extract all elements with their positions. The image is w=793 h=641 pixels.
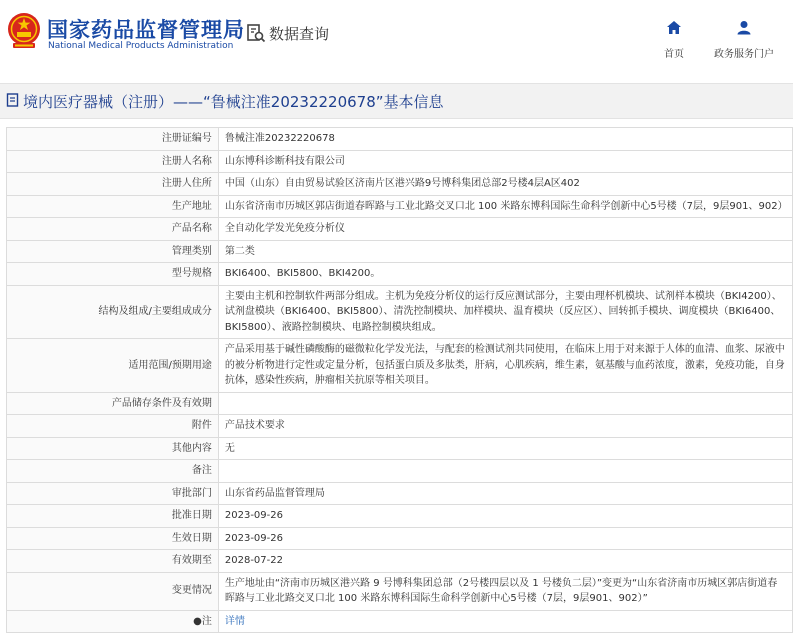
field-value: 全自动化学发光免疫分析仪 [218, 218, 792, 241]
document-icon [6, 93, 20, 107]
field-label: 变更情况 [7, 572, 219, 610]
table-row [7, 415, 793, 438]
field-value [218, 610, 792, 633]
field-value: 第二类 [218, 240, 792, 263]
field-value: 中国（山东）自由贸易试验区济南片区港兴路9号博科集团总部2号楼4层A区402 [218, 173, 792, 196]
field-value: 山东省药品监督管理局 [218, 482, 792, 505]
table-row [7, 285, 793, 339]
table-row [7, 150, 793, 173]
field-value: 产品技术要求 [218, 415, 792, 438]
field-label: 适用范围/预期用途 [7, 339, 219, 393]
detail-link[interactable]: 详情 [224, 615, 245, 627]
nav-home-label: 首页 [664, 49, 684, 60]
nav-service-portal-label: 政务服务门户 [714, 49, 774, 60]
field-value: 山东省济南市历城区郭店街道春晖路与工业北路交叉口北 100 米路东博科国际生命科学创新中心5号楼（7层，9层901、902） [218, 195, 792, 218]
table-row [7, 128, 793, 151]
table-row [7, 392, 793, 415]
table-row [7, 339, 793, 393]
site-header [0, 0, 793, 70]
brand-title-cn: 国家药品监督管理局 [47, 18, 245, 42]
field-value: 生产地址由“济南市历城区港兴路 9 号博科集团总部（2号楼四层以及 1 号楼负二层）”变更为“山东省济南市历城区郭店街道春晖路与工业北路交叉口北 100 米路东博科国际生命科学创新中心5号楼（7层，9层901、902）” [218, 572, 792, 610]
field-label: 注册证编号 [7, 128, 219, 151]
home-icon [666, 20, 682, 35]
field-label: 注册人住所 [7, 173, 219, 196]
table-row [7, 195, 793, 218]
page-title: 境内医疗器械（注册）——“鲁械注准20232220678”基本信息 [23, 93, 444, 111]
table-row [7, 263, 793, 286]
table-row [7, 240, 793, 263]
page-title-bar [0, 83, 793, 119]
table-row [7, 482, 793, 505]
national-emblem-icon [6, 11, 42, 51]
field-label: 备注 [7, 460, 219, 483]
field-label: 批准日期 [7, 505, 219, 528]
field-label: 结构及组成/主要组成成分 [7, 285, 219, 339]
field-label: 产品名称 [7, 218, 219, 241]
table-row [7, 610, 793, 633]
field-value: 2028-07-22 [218, 550, 792, 573]
field-label: 型号规格 [7, 263, 219, 286]
user-icon [736, 20, 752, 35]
field-value [218, 460, 792, 483]
field-label: 审批部门 [7, 482, 219, 505]
field-value: 无 [218, 437, 792, 460]
field-label: 其他内容 [7, 437, 219, 460]
table-row [7, 218, 793, 241]
nav-service-portal[interactable] [708, 20, 780, 60]
registration-detail-table [6, 127, 793, 633]
table-row [7, 550, 793, 573]
data-search-link[interactable]: 数据查询 [269, 25, 330, 43]
field-value: 2023-09-26 [218, 505, 792, 528]
table-row [7, 437, 793, 460]
field-value: 主要由主机和控制软件两部分组成。主机为免疫分析仪的运行反应测试部分，主要由理杯机模块、试剂样本模块（BKI4200）、试剂盘模块（BKI6400、BKI5800）、清洗控制模块、加样模块、温育模块（反应区）、回转抓手模块、调度模块（BKI6400、BKI5800）、液路控制模块、电路控制模块组成。 [218, 285, 792, 339]
field-value: BKI6400、BKI5800、BKI4200。 [218, 263, 792, 286]
table-row [7, 505, 793, 528]
field-value [218, 392, 792, 415]
data-search-icon[interactable] [246, 23, 266, 43]
field-label: 生产地址 [7, 195, 219, 218]
field-label: 管理类别 [7, 240, 219, 263]
field-value: 产品采用基于碱性磷酸酶的磁微粒化学发光法，与配套的检测试剂共同使用，在临床上用于对来源于人体的血清、血浆、尿液中的被分析物进行定性或定量分析，包括蛋白质及多肽类，肝病，心肌疾病，维生素，氨基酸与血药浓度，激素，免疫功能，自身抗体，感染性疾病，肿瘤相关抗原等相关项目。 [218, 339, 792, 393]
table-row [7, 527, 793, 550]
brand-title-en: National Medical Products Administration [48, 41, 234, 51]
field-label: 有效期至 [7, 550, 219, 573]
field-label: 附件 [7, 415, 219, 438]
field-value: 鲁械注准20232220678 [218, 128, 792, 151]
field-label: 生效日期 [7, 527, 219, 550]
table-row [7, 460, 793, 483]
field-label: ●注 [7, 610, 219, 633]
table-row [7, 572, 793, 610]
field-label: 注册人名称 [7, 150, 219, 173]
field-value: 山东博科诊断科技有限公司 [218, 150, 792, 173]
table-row [7, 173, 793, 196]
field-value: 2023-09-26 [218, 527, 792, 550]
nav-home[interactable] [656, 20, 692, 60]
field-label: 产品储存条件及有效期 [7, 392, 219, 415]
